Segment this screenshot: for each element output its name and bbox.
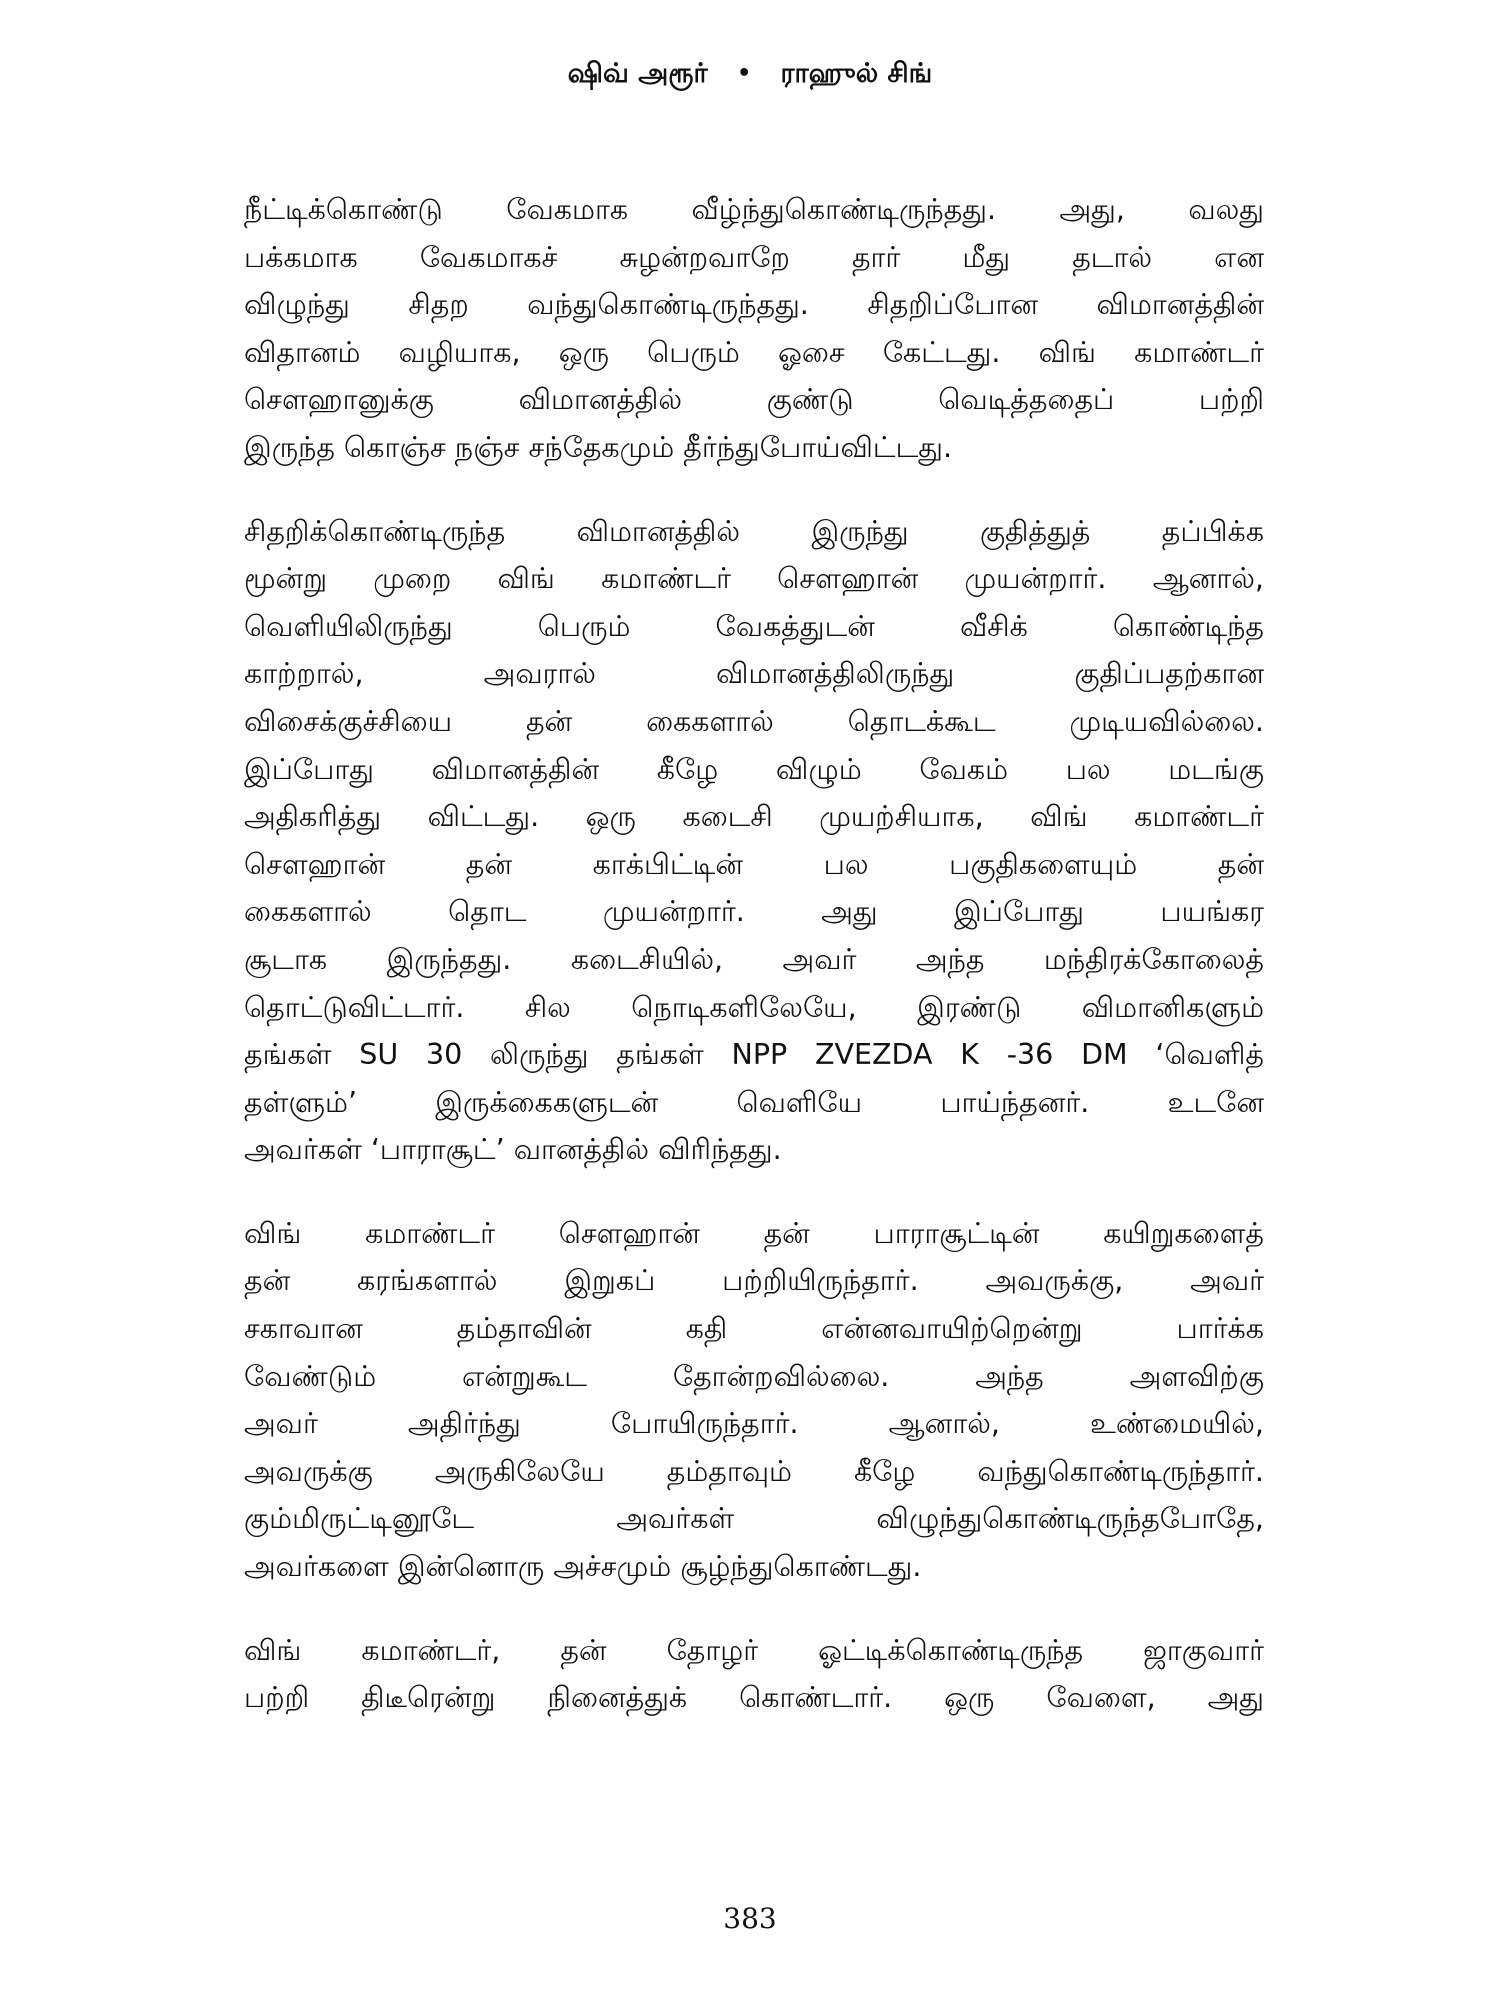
text-line: தள்ளும்’ இருக்கைகளுடன் வெளியே பாய்ந்தனர். உடனே [244,1085,1264,1119]
header-separator: • [737,61,752,86]
text-line: அவருக்கு அருகிலேயே தம்தாவும் கீழே வந்துகொண்டிருந்தார். [244,1454,1264,1488]
text-line: வேண்டும் என்றுகூட தோன்றவில்லை. அந்த அளவிற்கு [244,1359,1264,1393]
header-author-2: ராஹுல் சிங் [780,58,933,89]
text-line: விசைக்குச்சியை தன் கைகளால் தொடக்கூட முடியவில்லை. [244,704,1264,738]
text-line: கும்மிருட்டினூடே அவர்கள் விழுந்துகொண்டிருந்தபோதே, [244,1502,1264,1536]
text-line: நீட்டிக்கொண்டு வேகமாக வீழ்ந்துகொண்டிருந்தது. அது, வலது [244,193,1264,226]
text-line: அதிகரித்து விட்டது. ஒரு கடைசி முயற்சியாக, விங் கமாண்டர் [244,800,1264,834]
text-line: வெளியிலிருந்து பெரும் வேகத்துடன் வீசிக் கொண்டிந்த [244,609,1264,643]
text-line: அவர்களை இன்னொரு அச்சமும் சூழ்ந்துகொண்டது. [244,1550,922,1584]
text-line: கைகளால் தொட முயன்றார். அது இப்போது பயங்கர [244,895,1264,929]
paragraph-2 [244,508,1264,1174]
body-text [244,186,1264,1758]
text-line: பக்கமாக வேகமாகச் சுழன்றவாறே தார் மீது தடால் என [244,240,1264,274]
running-header [0,58,1500,93]
text-line: இருந்த கொஞ்ச நஞ்ச சந்தேகமும் தீர்ந்துபோய்விட்டது. [244,430,953,464]
text-line: தங்கள் SU 30 லிருந்து தங்கள் NPP ZVEZDA K -36 DM ‘வெளித் [244,1038,1264,1072]
text-line: சௌஹானுக்கு விமானத்தில் குண்டு வெடித்ததைப் பற்றி [244,383,1264,417]
text-line: தன் கரங்களால் இறுகப் பற்றியிருந்தார். அவருக்கு, அவர் [244,1264,1264,1298]
text-line: விதானம் வழியாக, ஒரு பெரும் ஓசை கேட்டது. விங் கமாண்டர் [244,335,1264,369]
paragraph-3 [244,1210,1264,1591]
text-line: பற்றி திடீரென்று நினைத்துக் கொண்டார். ஒரு வேளை, அது [244,1681,1264,1715]
text-line: மூன்று முறை விங் கமாண்டர் சௌஹான் முயன்றார். ஆனால், [244,562,1264,596]
text-line: சிதறிக்கொண்டிருந்த விமானத்தில் இருந்து குதித்துத் தப்பிக்க [244,514,1264,548]
text-line: சகாவான தம்தாவின் கதி என்னவாயிற்றென்று பார்க்க [244,1312,1264,1346]
text-line: விழுந்து சிதற வந்துகொண்டிருந்தது. சிதறிப்போன விமானத்தின் [244,288,1264,322]
text-line: சௌஹான் தன் காக்பிட்டின் பல பகுதிகளையும் தன் [244,847,1264,881]
header-author-1: ஷிவ் அரூர் [567,58,708,89]
text-line: அவர்கள் ‘பாராசூட்’ வானத்தில் விரிந்தது. [244,1133,782,1167]
text-line: அவர் அதிர்ந்து போயிருந்தார். ஆனால், உண்மையில், [244,1407,1264,1441]
text-line: தொட்டுவிட்டார். சில நொடிகளிலேயே, இரண்டு விமானிகளும் [244,990,1264,1024]
text-line: விங் கமாண்டர் சௌஹான் தன் பாராசூட்டின் கயிறுகளைத் [244,1216,1264,1250]
page-number: 383 [723,1902,777,1935]
paragraph-1 [244,186,1264,472]
paragraph-4 [244,1627,1264,1722]
text-line: சூடாக இருந்தது. கடைசியில், அவர் அந்த மந்திரக்கோலைத் [244,942,1264,976]
text-line: விங் கமாண்டர், தன் தோழர் ஓட்டிக்கொண்டிருந்த ஜாகுவார் [244,1633,1264,1667]
text-line: இப்போது விமானத்தின் கீழே விழும் வேகம் பல மடங்கு [244,752,1264,786]
text-line: காற்றால், அவரால் விமானத்திலிருந்து குதிப்பதற்கான [244,657,1264,691]
